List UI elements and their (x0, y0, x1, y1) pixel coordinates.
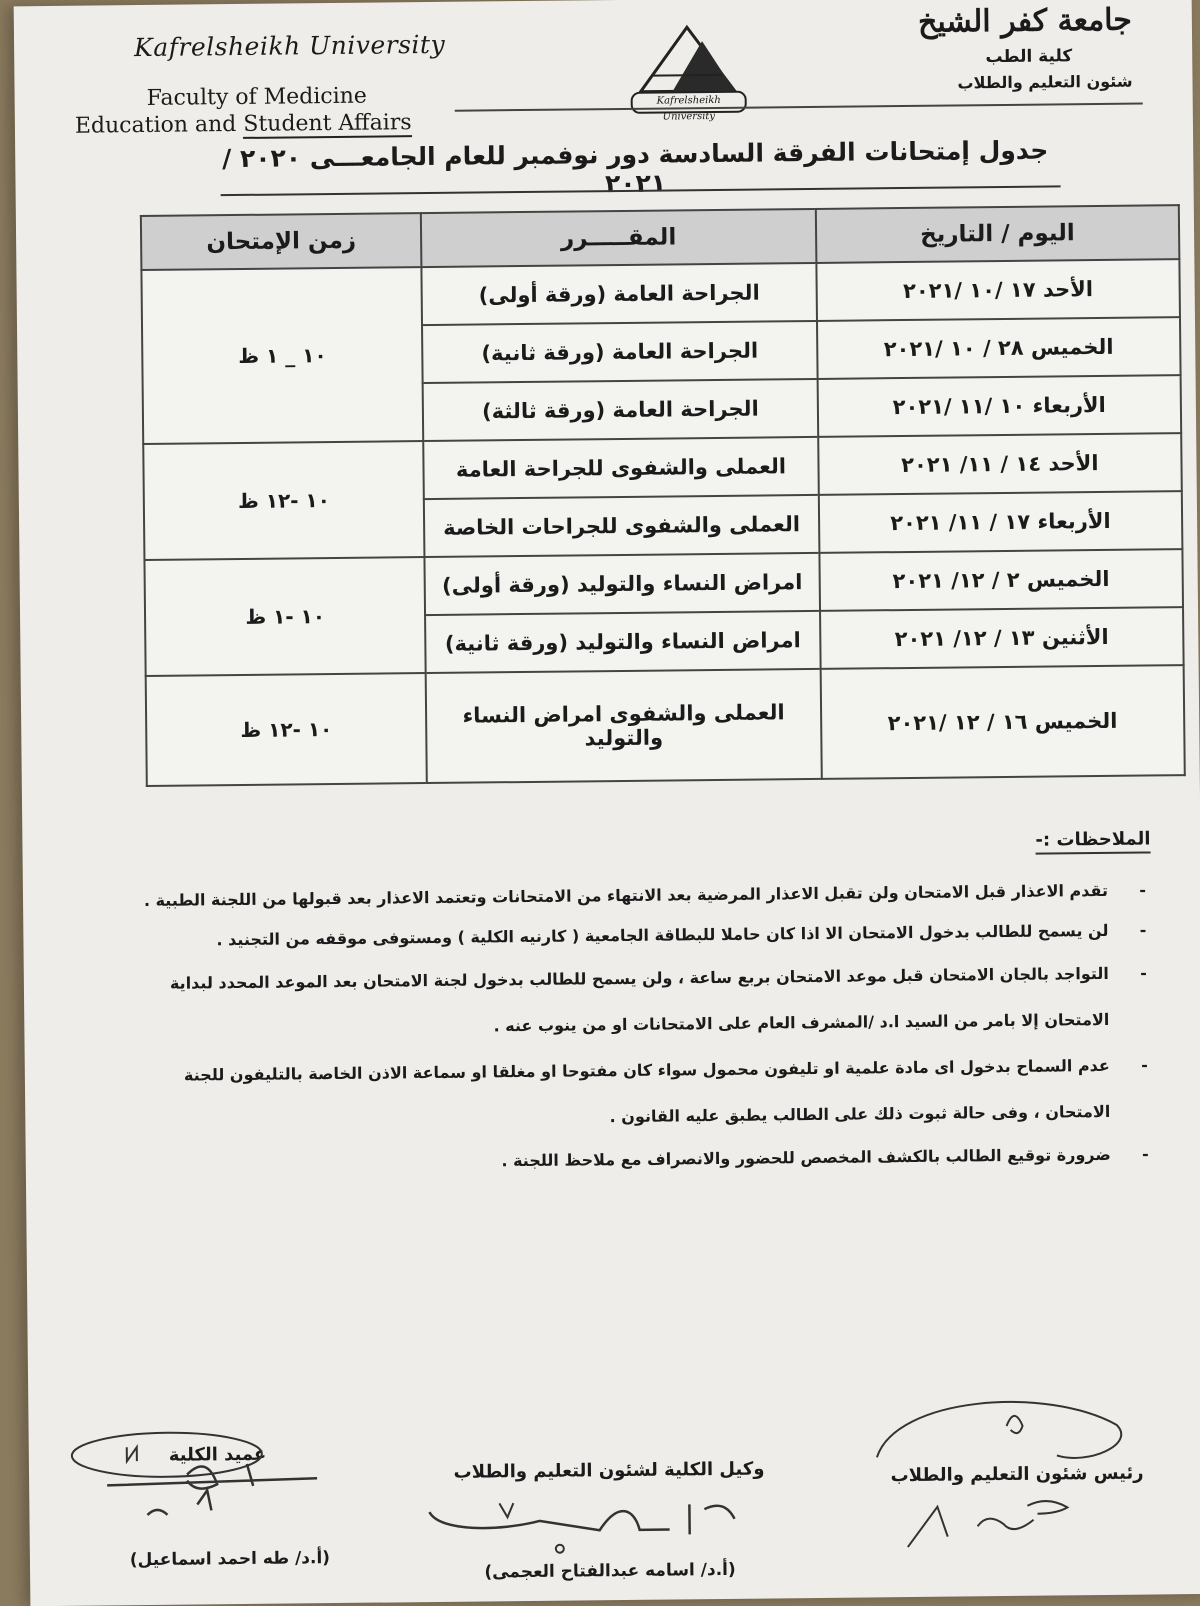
exam-course: العملى والشفوى للجراحة العامة (423, 437, 818, 499)
exam-course: الجراحة العامة (ورقة ثالثة) (423, 379, 818, 441)
handwritten-signature-icon (856, 1385, 1148, 1558)
university-logo (612, 18, 763, 123)
exam-course: العملى والشفوى امراض النساء والتوليد (426, 669, 822, 783)
department-name-ar: شئون التعليم والطلاب (957, 71, 1133, 93)
signatory-name: (أ.د/ طه احمد اسماعيل) (129, 1548, 331, 1571)
exam-course: الجراحة العامة (ورقة ثانية) (422, 321, 817, 383)
table-row (141, 259, 1180, 328)
exam-date: الأحد ١٤ / ١١/ ٢٠٢١ (818, 433, 1182, 495)
list-item (114, 951, 1148, 1054)
table-row (146, 665, 1185, 786)
bullet-dash: - (1141, 1144, 1149, 1164)
note-text: ضرورة توقيع الطالب بالكشف المخصص للحضور والانصراف مع ملاحظ اللجنة . (501, 1144, 1111, 1171)
faculty-name-en: Faculty of Medicine (146, 83, 368, 111)
exam-date: الأثنين ١٣ / ١٢/ ٢٠٢١ (820, 607, 1184, 669)
handwritten-signature-icon (67, 1423, 348, 1536)
signatory-role: وكيل الكلية لشئون التعليم والطلاب (453, 1458, 765, 1483)
list-item (115, 1043, 1149, 1146)
exam-schedule-table (140, 204, 1186, 787)
exam-date: الخميس ٢ / ١٢/ ٢٠٢١ (819, 549, 1183, 611)
exam-course: الجراحة العامة (ورقة أولى) (422, 263, 817, 325)
header-divider (455, 103, 1143, 112)
exam-course: العملى والشفوى للجراحات الخاصة (424, 495, 819, 557)
note-text: تقدم الاعذار قبل الامتحان ولن تقبل الاعذار المرضية بعد الانتهاء من الامتحانات وتعتمد الاعذار بعد قبولها من اللجنة الطبية . (143, 880, 1109, 911)
exam-date: الخميس ٢٨ / ١٠ /٢٠٢١ (817, 317, 1181, 379)
header-arabic (918, 3, 1133, 93)
department-name-en (75, 109, 495, 138)
university-name-en: Kafrelsheikh University (133, 29, 446, 63)
signatory-role: عميد الكلية (168, 1443, 267, 1466)
department-name-en-part2: Student Affairs (243, 110, 412, 137)
note-text: التواجد بالجان الامتحان قبل موعد الامتحان بربع ساعة ، ولن يسمح للطالب بدخول لجنة الامتحان بعد الموعد المحدد لبداية الامتحان إلا بامر من السيد ا.د /المشرف العام على الامتحانات او من ينوب عنه . (169, 963, 1110, 1036)
faculty-name-ar: كلية الطب (985, 46, 1073, 68)
note-text: عدم السماح بدخول اى مادة علمية او تليفون محمول سواء كان مفتوحا او مغلقا او سماعة الاذن الخاصة بالتليفون للجنة الامتحان ، وفى حالة ثبوت ذلك على الطالب يطبق عليه القانون . (183, 1055, 1111, 1127)
header-time: زمن الإمتحان (141, 213, 422, 270)
exam-course: امراض النساء والتوليد (ورقة أولى) (425, 553, 820, 615)
bullet-dash: - (1139, 920, 1147, 940)
table-row (144, 549, 1183, 618)
table-row (143, 433, 1182, 502)
exam-course: امراض النساء والتوليد (ورقة ثانية) (425, 611, 820, 673)
exam-date: الخميس ١٦ / ١٢ /٢٠٢١ (820, 665, 1184, 779)
handwritten-signature-icon (419, 1489, 760, 1573)
document-title: جدول إمتحانات الفرقة السادسة دور نوفمبر للعام الجامعـــى ٢٠٢٠ / ٢٠٢١ (222, 135, 1049, 199)
department-name-en-part1: Education and (74, 111, 244, 139)
signatory-role: رئيس شئون التعليم والطلاب (890, 1462, 1144, 1487)
note-text: لن يسمح للطالب بدخول الامتحان الا اذا كان حاملا للبطاقة الجامعية ( كارنيه الكلية ) ومستوفى موقفه من التجنيد . (216, 920, 1109, 950)
document-page (14, 0, 1200, 1606)
pyramid-logo-icon (612, 18, 763, 98)
exam-date: الأربعاء ١٧ / ١١/ ٢٠٢١ (819, 491, 1183, 553)
signatory-name: (أ.د/ اسامه عبدالفتاح العجمى) (484, 1559, 736, 1583)
university-name-ar: جامعة كفر الشيخ (917, 2, 1133, 40)
logo-wordmark: Kafrelsheikh University (631, 91, 747, 114)
exam-time: ١٠ _ ١ ظ (141, 267, 423, 444)
exam-time: ١٠ -١٢ ظ (143, 441, 424, 560)
notes-list (113, 871, 1149, 1186)
bullet-dash: - (1140, 963, 1147, 983)
notes-heading: الملاحظات :- (1035, 828, 1150, 854)
header-english (74, 29, 495, 138)
bullet-dash: - (1141, 1055, 1148, 1075)
bullet-dash: - (1139, 880, 1147, 900)
exam-time: ١٠ -١٢ ظ (146, 673, 427, 786)
exam-date: الأربعاء ١٠ /١١ /٢٠٢١ (817, 375, 1181, 437)
header-course: المقـــــرر (421, 209, 816, 267)
exam-time: ١٠ -١ ظ (144, 557, 425, 676)
header-date: اليوم / التاريخ (816, 205, 1180, 263)
exam-date: الأحد ١٧ /١٠ /٢٠٢١ (816, 259, 1180, 321)
